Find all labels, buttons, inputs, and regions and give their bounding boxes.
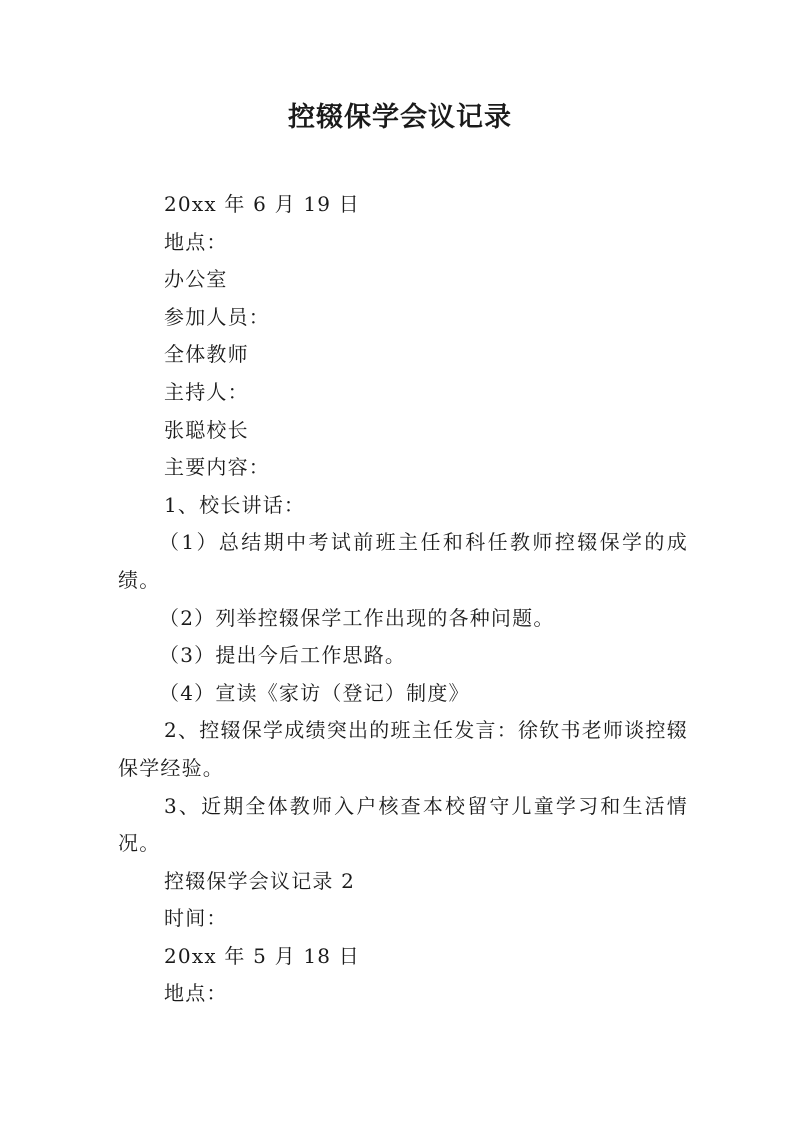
- content-subitem-2: （2）列举控辍保学工作出现的各种问题。: [159, 605, 555, 630]
- document-title: 控辍保学会议记录: [288, 102, 512, 133]
- location-value: 办公室: [164, 267, 228, 292]
- host-label: 主持人：: [164, 379, 249, 404]
- content-item-1: 1、校长讲话：: [164, 492, 306, 517]
- content-subitem-3: （3）提出今后工作思路。: [159, 643, 407, 668]
- second-record-heading: 控辍保学会议记录 2: [164, 868, 356, 893]
- time-label: 时间：: [164, 906, 228, 931]
- attendees-label: 参加人员：: [164, 304, 270, 329]
- attendees-value: 全体教师: [164, 342, 249, 367]
- second-meeting-date: 20xx 年 5 月 18 日: [164, 943, 360, 968]
- host-value: 张聪校长: [164, 417, 249, 442]
- content-item-3: 3、近期全体教师入户核查本校留守儿童学习和生活情况。: [118, 793, 688, 856]
- meeting-date: 20xx 年 6 月 19 日: [164, 192, 360, 216]
- second-location-label: 地点：: [164, 981, 228, 1006]
- content-subitem-1: （1）总结期中考试前班主任和科任教师控辍保学的成绩。: [118, 530, 688, 592]
- document-body: [118, 186, 688, 1013]
- location-label: 地点：: [164, 229, 228, 254]
- content-item-2: 2、控辍保学成绩突出的班主任发言：徐钦书老师谈控辍保学经验。: [118, 718, 688, 780]
- content-label: 主要内容：: [164, 455, 270, 480]
- content-subitem-4: （4）宣读《家访（登记）制度》: [159, 680, 470, 705]
